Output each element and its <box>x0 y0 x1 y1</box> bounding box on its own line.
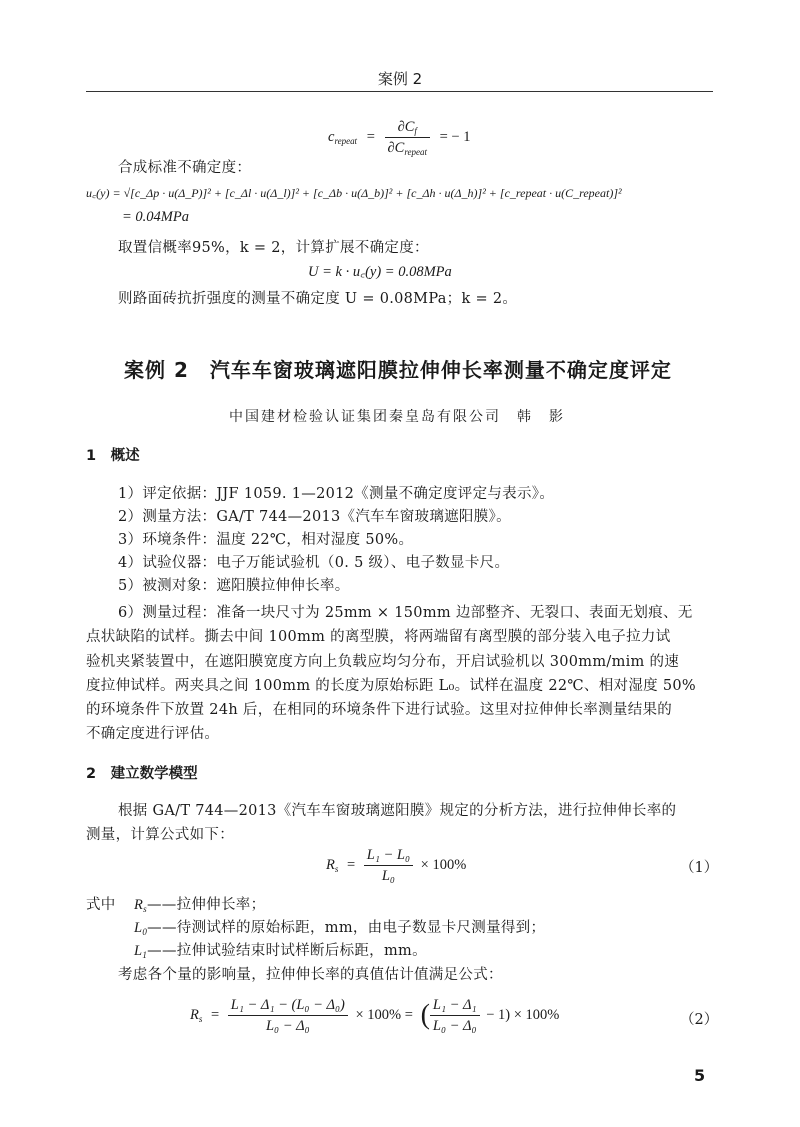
intro-line: 测量，计算公式如下： <box>86 827 234 843</box>
uc-formula: u꜀(y) = √[c_Δp · u(Δ_P)]² + [c_Δl · u(Δ_l)]² + [c_Δb · u(Δ_b)]² + [c_Δh · u(Δ_h)]² + [c_repeat · u(C_repeat)]² <box>86 186 622 200</box>
eq1-tail: × 100% <box>420 856 467 873</box>
equation-number-2: （2） <box>680 1012 719 1028</box>
confidence-line: 取置信概率95%，k = 2，计算扩展不确定度： <box>118 240 429 256</box>
where-item: $L_0——$待测试样的原始标距，mm，由电子数显卡尺测量得到； <box>134 920 546 937</box>
process-line: 验机夹紧装置中，在遮阳膜宽度方向上负载应均匀分布，开启试验机以 300mm/mim 的速 <box>86 654 680 670</box>
eq1-lhs: $R_s$ <box>326 856 339 874</box>
equation-2: $R_s$ = $\frac{\text{L₁ − Δ₁ − (L₀ − Δ₀)}}{\text{L₀ − Δ₀}}$ × 100% = ( $\frac{\text{L₁ − Δ₁}}{\text{L₀ − Δ₀}}$ − 1) × 100% <box>190 997 560 1034</box>
where-item: $R_s——$拉伸伸长率； <box>134 897 266 914</box>
uc-result: = 0.04MPa <box>122 209 189 225</box>
c-repeat-lhs: $c_{repeat}$ <box>328 128 358 146</box>
where-item: $L_1——$拉伸试验结束时试样断后标距，mm。 <box>134 943 427 960</box>
consider-line: 考虑各个量的影响量，拉伸伸长率的真值估计值满足公式： <box>118 967 503 983</box>
list-item: 5）被测对象：遮阳膜拉伸伸长率。 <box>118 578 350 594</box>
case-title: 案例 2 汽车车窗玻璃遮阳膜拉伸伸长率测量不确定度评定 <box>124 358 672 382</box>
running-head: 案例 2 <box>377 70 423 88</box>
list-item: 4）试验仪器：电子万能试验机（0. 5 级）、电子数显卡尺。 <box>118 555 510 571</box>
eq2-fraction-2: $\frac{\text{L₁ − Δ₁}}{\text{L₀ − Δ₀}}$ <box>430 996 480 1035</box>
list-item: 3）环境条件：温度 22℃，相对湿度 50%。 <box>118 532 414 548</box>
eq2-mid: × 100% = <box>355 1006 413 1023</box>
list-item: 2）测量方法：GA/T 744—2013《汽车车窗玻璃遮阳膜》。 <box>118 509 511 525</box>
intro-line: 根据 GA/T 744—2013《汽车车窗玻璃遮阳膜》规定的分析方法，进行拉伸伸长率的 <box>118 803 677 819</box>
list-item: 1）评定依据：JJF 1059. 1—2012《测量不确定度评定与表示》。 <box>118 486 555 502</box>
eq2-tail: − 1) × 100% <box>486 1006 560 1023</box>
process-line: 的环境条件下放置 24h 后，在相同的环境条件下进行试验。这里对拉伸伸长率测量结果的 <box>86 702 673 718</box>
c-repeat-equation <box>328 118 470 157</box>
eq2-open-paren: ( <box>420 999 430 1031</box>
process-line: 不确定度进行评估。 <box>86 726 220 742</box>
section-2-heading: 2 建立数学模型 <box>86 766 198 782</box>
process-line: 点状缺陷的试样。撕去中间 100mm 的离型膜，将两端留有离型膜的部分装入电子拉力试 <box>86 629 671 645</box>
section-1-heading: 1 概述 <box>86 448 140 464</box>
expanded-uncertainty-formula: U = k · u꜀(y) = 0.08MPa <box>308 264 452 280</box>
author-line: 中国建材检验认证集团秦皇岛有限公司 韩 影 <box>229 409 565 425</box>
c-repeat-rhs: = − 1 <box>439 128 471 145</box>
process-line: 6）测量过程：准备一块尺寸为 25mm × 150mm 边部整齐、无裂口、表面无划痕、无 <box>118 605 693 621</box>
header-rule <box>86 91 713 92</box>
equation-number-1: （1） <box>680 860 719 876</box>
eq2-fraction-1: $\frac{\text{L₁ − Δ₁ − (L₀ − Δ₀)}}{\text{L₀ − Δ₀}}$ <box>228 996 348 1035</box>
combined-uncertainty-label: 合成标准不确定度： <box>118 160 252 176</box>
where-label: 式中 <box>86 897 116 913</box>
c-repeat-fraction: $\frac{\partial C_f}{\partial C_{repeat}}$ <box>385 118 430 157</box>
page-number: 5 <box>694 1066 706 1085</box>
conclusion-line: 则路面砖抗折强度的测量不确定度 U = 0.08MPa；k = 2。 <box>118 291 518 307</box>
eq1-fraction: $\frac{\text{L₁ − L₀}}{\text{L₀}}$ <box>364 846 413 885</box>
process-line: 度拉伸试样。两夹具之间 100mm 的长度为原始标距 L₀。试样在温度 22℃、相对湿度 50% <box>86 678 696 694</box>
equals-sign: = <box>366 128 375 145</box>
eq2-lhs: $R_s$ <box>190 1006 203 1024</box>
equation-1: $R_s$ = $\frac{\text{L₁ − L₀}}{\text{L₀}}$ × 100% <box>326 847 467 884</box>
